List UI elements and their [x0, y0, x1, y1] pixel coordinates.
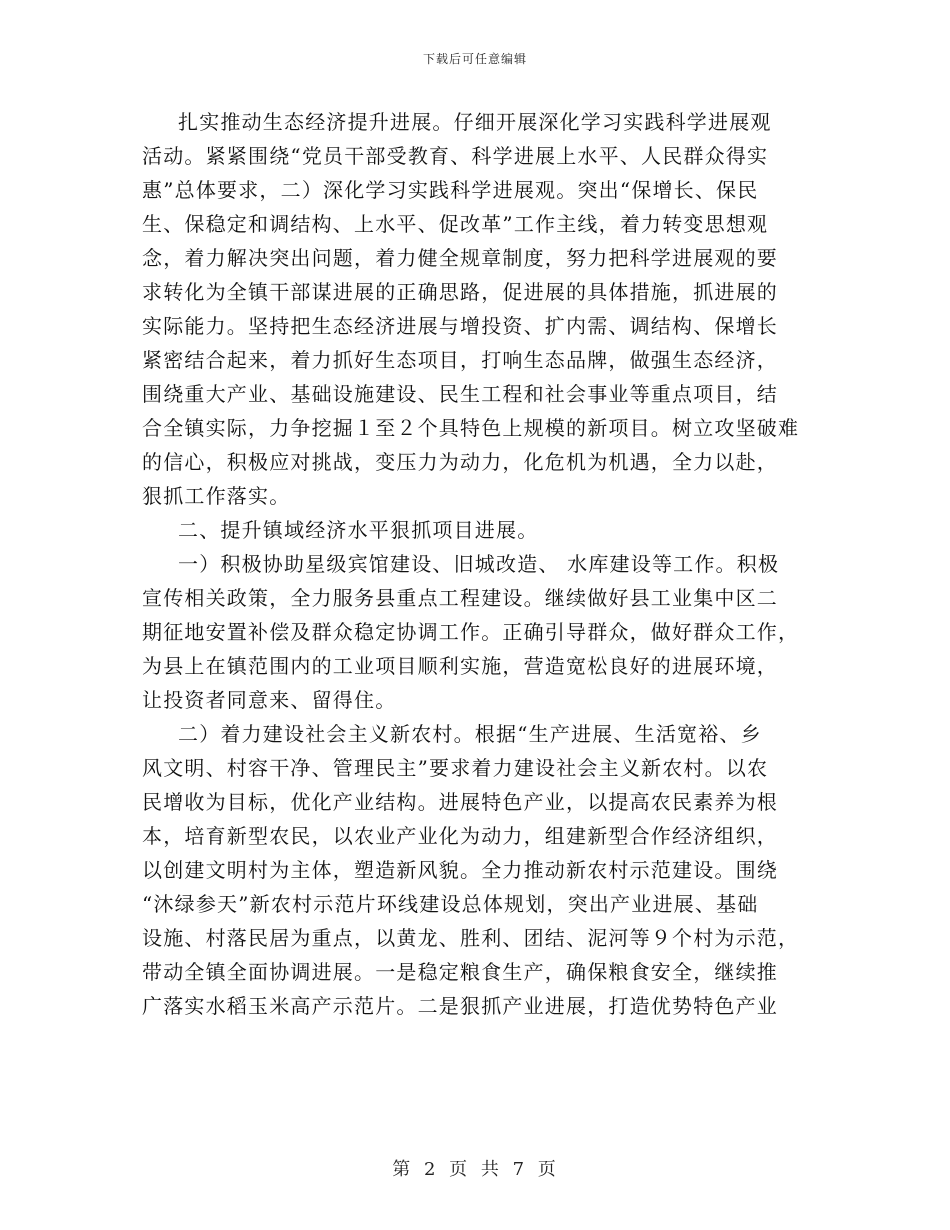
text-line: 二）着力建设社会主义新农村。根据“生产进展、生活宽裕、乡 [178, 722, 762, 746]
text-line: 念，着力解决突出问题，着力健全规章制度，努力把科学进展观的要 [142, 246, 778, 270]
text-line: 民增收为目标，优化产业结构。进展特色产业，以提高农民素养为根 [142, 790, 778, 814]
text-line: 期征地安置补偿及群众稳定协调工作。正确引导群众，做好群众工作， [142, 620, 800, 644]
page-number: 第 2 页 共 7 页 [392, 1159, 558, 1180]
text-line: 广落实水稻玉米高产示范片。二是狠抓产业进展，打造优势特色产业 [142, 994, 778, 1018]
text-line: 实际能力。坚持把生态经济进展与增投资、扩内需、调结构、保增长 [142, 314, 778, 338]
page-header: 下载后可任意编辑 [422, 52, 527, 66]
text-line: 生、保稳定和调结构、上水平、促改革”工作主线，着力转变思想观 [142, 212, 769, 236]
text-line: 求转化为全镇干部谋进展的正确思路，促进展的具体措施，抓进展的 [142, 280, 778, 304]
text-line: 一）积极协助星级宾馆建设、旧城改造、 水库建设等工作。积极 [178, 552, 780, 576]
text-line: 设施、村落民居为重点，以黄龙、胜利、团结、泥河等９个村为示范， [142, 926, 800, 950]
text-line: “沐绿参天”新农村示范片环线建设总体规划，突出产业进展、基础 [142, 892, 759, 916]
text-line: 以创建文明村为主体，塑造新风貌。全力推动新农村示范建设。围绕 [142, 858, 778, 882]
text-line: 扎实推动生态经济提升进展。仔细开展深化学习实践科学进展观 [178, 110, 772, 134]
text-line: 活动。紧紧围绕“党员干部受教育、科学进展上水平、人民群众得实 [142, 144, 769, 168]
text-line: 围绕重大产业、基础设施建设、民生工程和社会事业等重点项目，结 [142, 382, 778, 406]
text-line: 风文明、村容干净、管理民主”要求着力建设社会主义新农村。以农 [142, 756, 769, 780]
text-line: 本，培育新型农民，以农业产业化为动力，组建新型合作经济组织， [142, 824, 778, 848]
text-line: 让投资者同意来、留得住。 [142, 688, 397, 712]
text-line: 宣传相关政策，全力服务县重点工程建设。继续做好县工业集中区二 [142, 586, 778, 610]
text-line: 带动全镇全面协调进展。一是稳定粮食生产，确保粮食安全，继续推 [142, 960, 778, 984]
section-heading: 二、提升镇域经济水平狠抓项目进展。 [178, 518, 539, 542]
text-line: 合全镇实际，力争挖掘１至２个具特色上规模的新项目。树立攻坚破难 [142, 416, 800, 440]
text-line: 紧密结合起来，着力抓好生态项目，打响生态品牌，做强生态经济， [142, 348, 778, 372]
text-line: 狠抓工作落实。 [142, 484, 291, 508]
text-line: 惠”总体要求，二）深化学习实践科学进展观。突出“保增长、保民 [142, 178, 759, 202]
text-line: 为县上在镇范围内的工业项目顺利实施，营造宽松良好的进展环境， [142, 654, 778, 678]
text-line: 的信心，积极应对挑战，变压力为动力，化危机为机遇，全力以赴， [142, 450, 778, 474]
